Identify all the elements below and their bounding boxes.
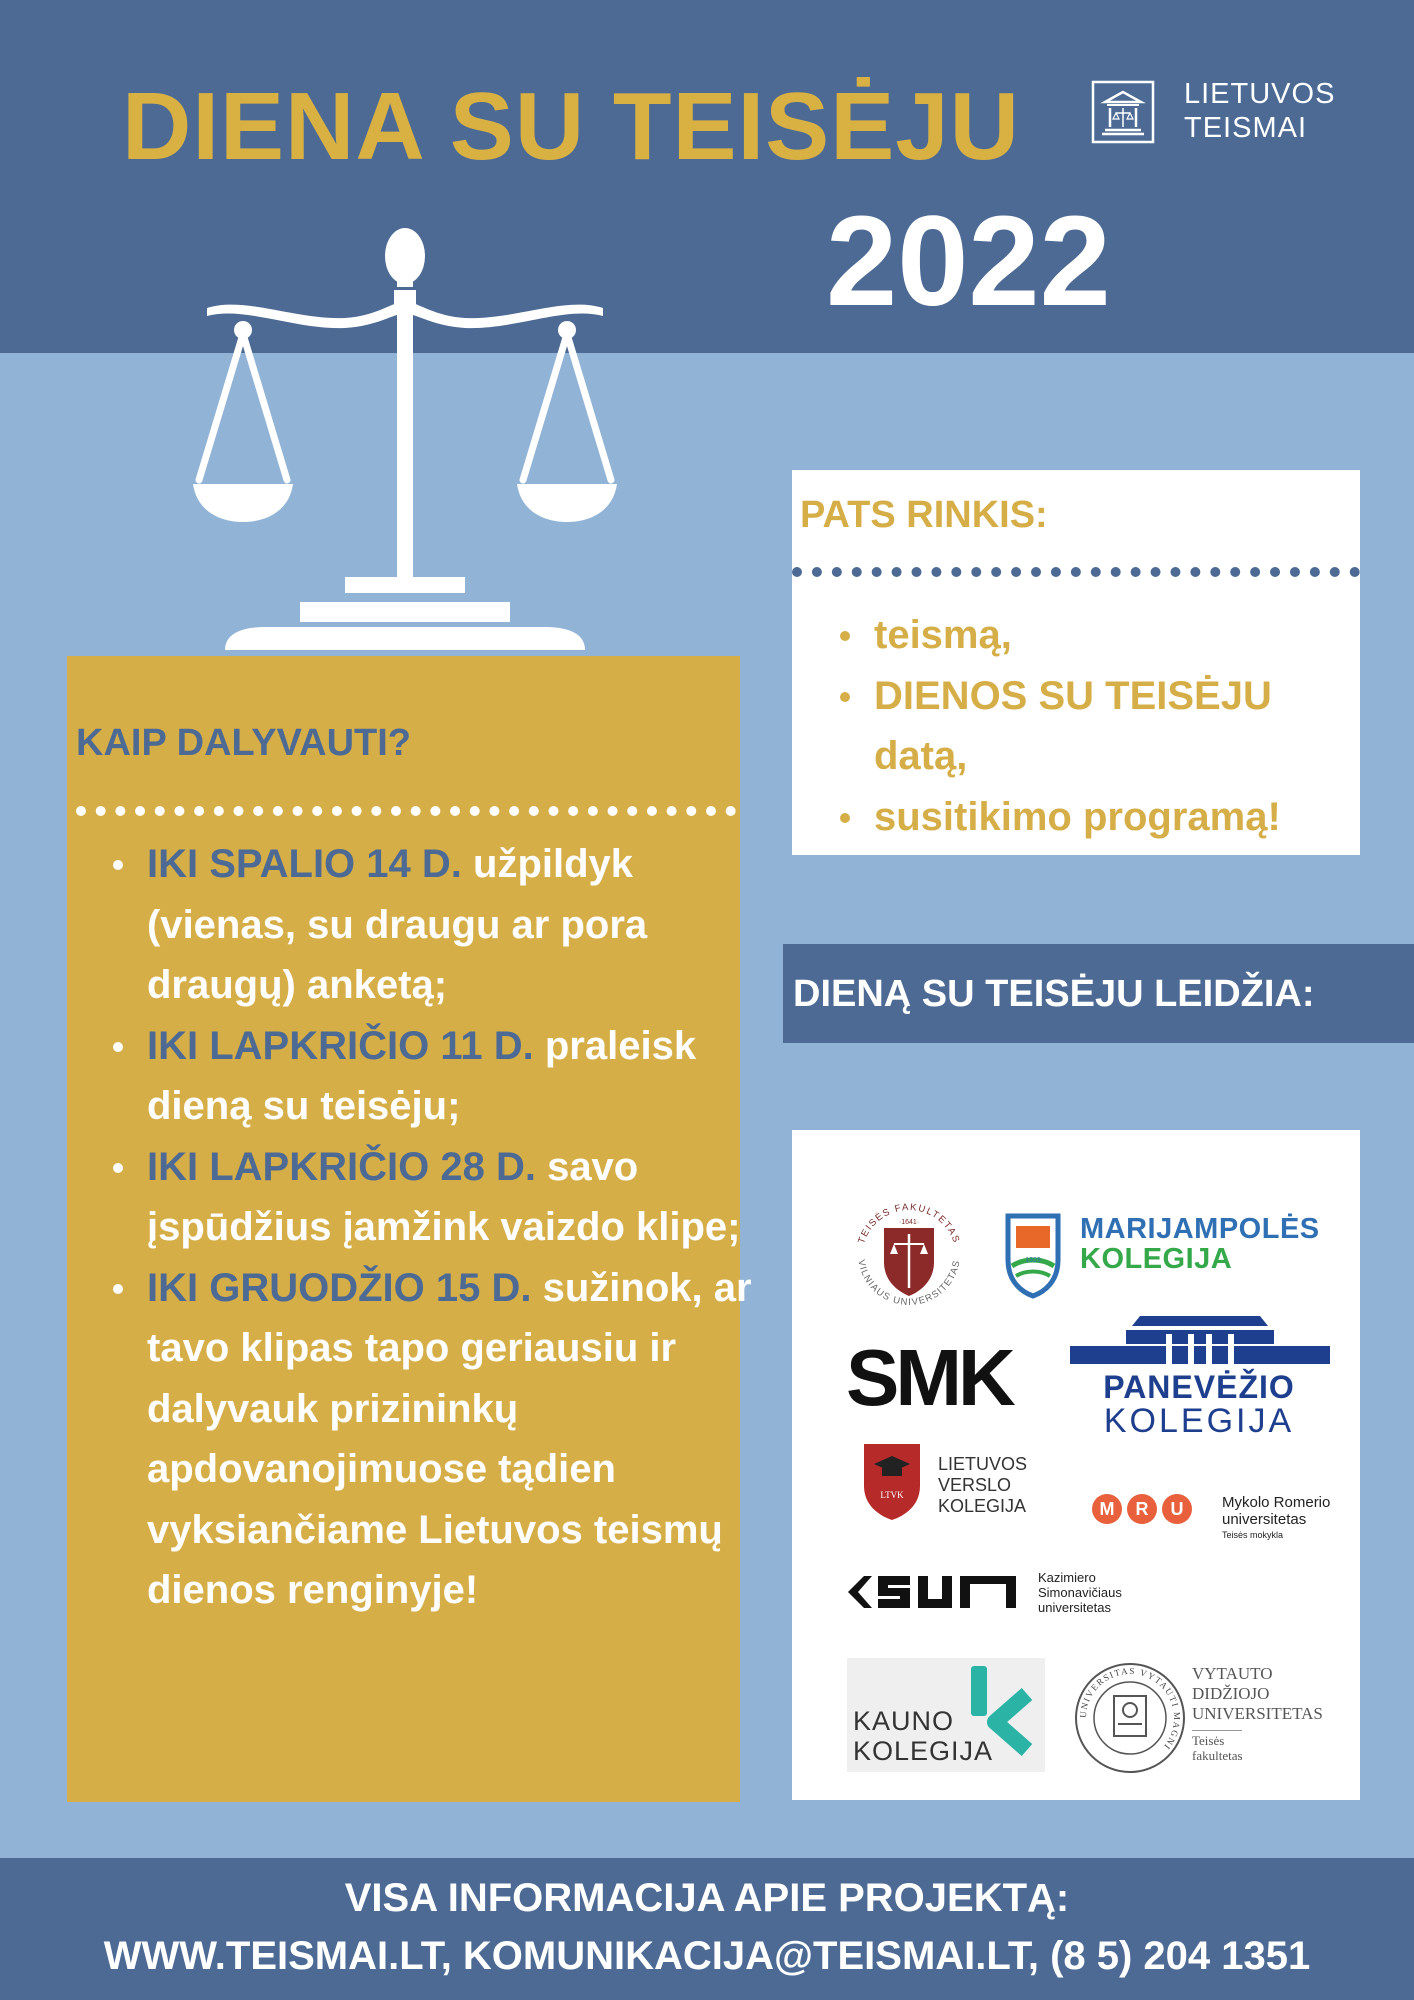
ksu-logo-line1: Kazimiero xyxy=(1038,1570,1096,1585)
publishers-heading: DIENĄ SU TEISĖJU LEIDŽIA: xyxy=(793,973,1315,1015)
vdu-logo-line1: VYTAUTO xyxy=(1192,1664,1273,1683)
kauno-kolegija-logo xyxy=(847,1658,1045,1772)
footer-info-heading: VISA INFORMACIJA APIE PROJEKTĄ: xyxy=(344,1876,1070,1920)
scales-of-justice-icon xyxy=(185,222,625,650)
panevezio-logo-line2: KOLEGIJA xyxy=(1103,1402,1295,1440)
vdu-seal-text: UNIVERSITAS VYTAUTI MAGNI xyxy=(1077,1665,1183,1753)
vdu-logo-line5: fakultetas xyxy=(1192,1748,1243,1763)
partner-logos-panel xyxy=(792,1130,1360,1800)
participation-heading: KAIP DALYVAUTI? xyxy=(76,722,412,764)
step-item xyxy=(147,834,767,1016)
step-deadline: IKI LAPKRIČIO 11 D. xyxy=(147,1023,534,1068)
mru-logo-letter-m: M xyxy=(1092,1494,1122,1524)
step-text: sužinok, ar tavo klipas tapo geriausiu ir dalyvauk prizininkų apdovanojimuose tądien vyksiančiame Lietuvos teismų dienos renginyje! xyxy=(147,1265,752,1612)
footer-contact-bar xyxy=(0,1858,1414,2000)
mru-logo-line3: Teisės mokykla xyxy=(1222,1530,1284,1540)
vdu-logo-line4: Teisės xyxy=(1192,1730,1242,1748)
ksu-logo-line3: universitetas xyxy=(1038,1600,1111,1615)
lvk-logo-line1: LIETUVOS xyxy=(938,1454,1028,1474)
poster-year: 2022 xyxy=(826,190,1111,333)
ksu-logo-line2: Simonavičiaus xyxy=(1038,1585,1122,1600)
step-text: užpildyk (vienas, su draugu ar pora draugų) anketą; xyxy=(147,842,648,1007)
vu-law-faculty-logo xyxy=(844,1192,974,1322)
marijampole-crest-icon xyxy=(1004,1212,1062,1300)
marijampole-logo-year: 1919 xyxy=(1025,1257,1041,1264)
marijampole-logo-text xyxy=(1080,1214,1320,1274)
step-text: praleisk dieną su teisėju; xyxy=(147,1023,697,1128)
publishers-heading-bar xyxy=(783,944,1414,1043)
panevezio-building-icon xyxy=(1070,1316,1330,1372)
vdu-logo-text xyxy=(1192,1664,1323,1763)
kauno-k-icon xyxy=(967,1664,1039,1766)
smk-logo: SMK xyxy=(846,1333,1012,1422)
participation-panel xyxy=(67,656,752,1802)
participation-steps xyxy=(105,834,767,1621)
lvk-logo-badge: LTVK xyxy=(880,1490,904,1500)
poster-title: DIENA SU TEISĖJU xyxy=(122,73,1020,180)
step-deadline: IKI SPALIO 14 D. xyxy=(147,842,462,886)
marijampole-logo-line2: KOLEGIJA xyxy=(1080,1243,1233,1275)
courthouse-icon xyxy=(1091,80,1155,144)
step-item xyxy=(147,1137,767,1258)
panevezio-logo-text xyxy=(1068,1370,1330,1438)
step-deadline: IKI LAPKRIČIO 28 D. xyxy=(147,1144,536,1189)
choose-item: teismą, xyxy=(874,605,1344,666)
dotted-divider xyxy=(76,806,736,816)
ksu-logo-mark xyxy=(848,1572,1024,1612)
marijampole-logo-line1: MARIJAMPOLĖS xyxy=(1080,1213,1320,1245)
mru-logo-letter-r: R xyxy=(1127,1494,1157,1524)
vdu-seal-icon xyxy=(1074,1662,1186,1774)
ksu-logo-text xyxy=(1038,1570,1122,1615)
choose-panel xyxy=(792,470,1360,855)
mru-logo-text xyxy=(1222,1494,1330,1542)
lvk-logo-line3: KOLEGIJA xyxy=(938,1496,1027,1516)
choose-heading: PATS RINKIS: xyxy=(800,494,1048,536)
vu-logo-year: ·1641· xyxy=(898,1219,920,1226)
mru-logo-mark xyxy=(1092,1494,1192,1524)
kauno-logo-line1: KAUNO xyxy=(853,1706,955,1736)
step-item xyxy=(147,1258,767,1621)
choose-item: DIENOS SU TEISĖJU datą, xyxy=(874,666,1344,787)
vdu-logo-line3: UNIVERSITETAS xyxy=(1192,1704,1323,1723)
org-name-line2: TEISMAI xyxy=(1184,112,1308,144)
panevezio-logo-line1: PANEVĖŽIO xyxy=(1103,1369,1295,1405)
kauno-logo-line2: KOLEGIJA xyxy=(853,1736,994,1766)
mru-logo-line1: Mykolo Romerio xyxy=(1222,1494,1331,1511)
choose-item: susitikimo programą! xyxy=(874,787,1344,848)
mru-logo-letter-u: U xyxy=(1162,1494,1192,1524)
org-name xyxy=(1184,77,1335,145)
mru-logo-line2: universitetas xyxy=(1222,1511,1307,1528)
choose-list xyxy=(874,605,1344,847)
lvk-logo-text xyxy=(938,1454,1027,1517)
dotted-divider xyxy=(792,567,1360,577)
step-deadline: IKI GRUODŽIO 15 D. xyxy=(147,1265,532,1310)
step-text: savo įspūdžius įamžink vaizdo klipe; xyxy=(147,1144,741,1249)
step-item xyxy=(147,1016,767,1137)
vu-logo-top-text: TEISĖS FAKULTETAS xyxy=(856,1201,962,1246)
lvk-logo-line2: VERSLO xyxy=(938,1475,1012,1495)
vu-logo-bottom-text: VILNIAUS UNIVERSITETAS xyxy=(855,1258,963,1309)
vdu-logo-line2: DIDŽIOJO xyxy=(1192,1684,1270,1703)
footer-contacts: WWW.TEISMAI.LT, KOMUNIKACIJA@TEISMAI.LT, (8 5) 204 1351 xyxy=(103,1934,1311,1978)
org-name-line1: LIETUVOS xyxy=(1184,78,1336,110)
lvk-crest-icon xyxy=(860,1440,924,1524)
